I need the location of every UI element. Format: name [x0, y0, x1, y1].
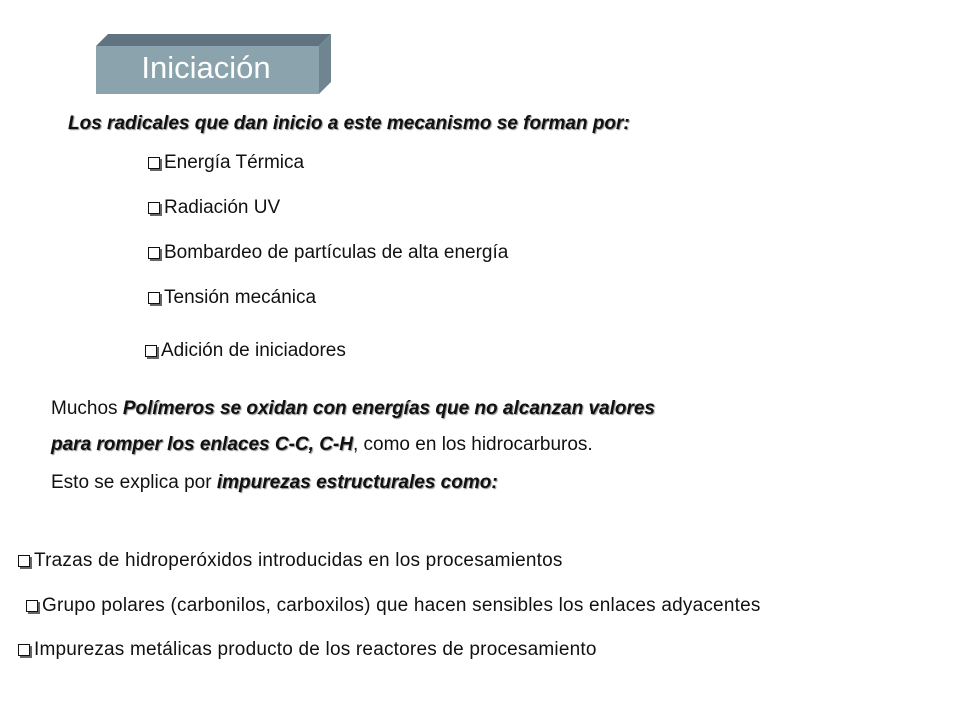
list-item: [148, 287, 316, 309]
list-item: [26, 595, 761, 617]
checkbox-square-icon: [145, 345, 157, 357]
list-item: [148, 242, 508, 264]
paragraph-emphasis: impurezas estructurales como:: [216, 472, 498, 493]
paragraph-emphasis: Polímeros se oxidan con energías que no alcanzan valores: [122, 398, 655, 419]
section-subtitle: Los radicales que dan inicio a este mecanismo se forman por:: [68, 113, 630, 134]
paragraph-text: , como en los hidrocarburos.: [352, 434, 593, 455]
list-item: [148, 152, 304, 174]
list-item-label: Radiación UV: [164, 197, 281, 218]
paragraph-text: Esto se explica por: [51, 472, 217, 493]
list-item: [148, 197, 280, 219]
checkbox-square-icon: [18, 555, 30, 567]
paragraph-text: Muchos: [51, 398, 123, 419]
list-item-label: Tensión mecánica: [164, 287, 317, 308]
page-title: Iniciación: [141, 50, 271, 85]
paragraph-line-3: [51, 472, 498, 494]
checkbox-square-icon: [148, 247, 160, 259]
checkbox-square-icon: [26, 600, 38, 612]
list-item: [145, 340, 346, 362]
list-item-label: Adición de iniciadores: [161, 340, 346, 361]
checkbox-square-icon: [18, 644, 30, 656]
paragraph-line-2: [51, 434, 593, 456]
list-item-label: Bombardeo de partículas de alta energía: [164, 242, 509, 263]
list-item: [18, 639, 597, 661]
paragraph-emphasis: para romper los enlaces C-C, C-H: [51, 434, 353, 455]
checkbox-square-icon: [148, 292, 160, 304]
list-item: [18, 550, 563, 572]
checkbox-square-icon: [148, 157, 160, 169]
list-item-label: Impurezas metálicas producto de los reactores de procesamiento: [34, 639, 597, 660]
list-item-label: Grupo polares (carbonilos, carboxilos) que hacen sensibles los enlaces adyacentes: [42, 595, 761, 616]
paragraph-line-1: [51, 398, 655, 420]
checkbox-square-icon: [148, 202, 160, 214]
list-item-label: Energía Térmica: [164, 152, 305, 173]
list-item-label: Trazas de hidroperóxidos introducidas en los procesamientos: [34, 550, 563, 571]
